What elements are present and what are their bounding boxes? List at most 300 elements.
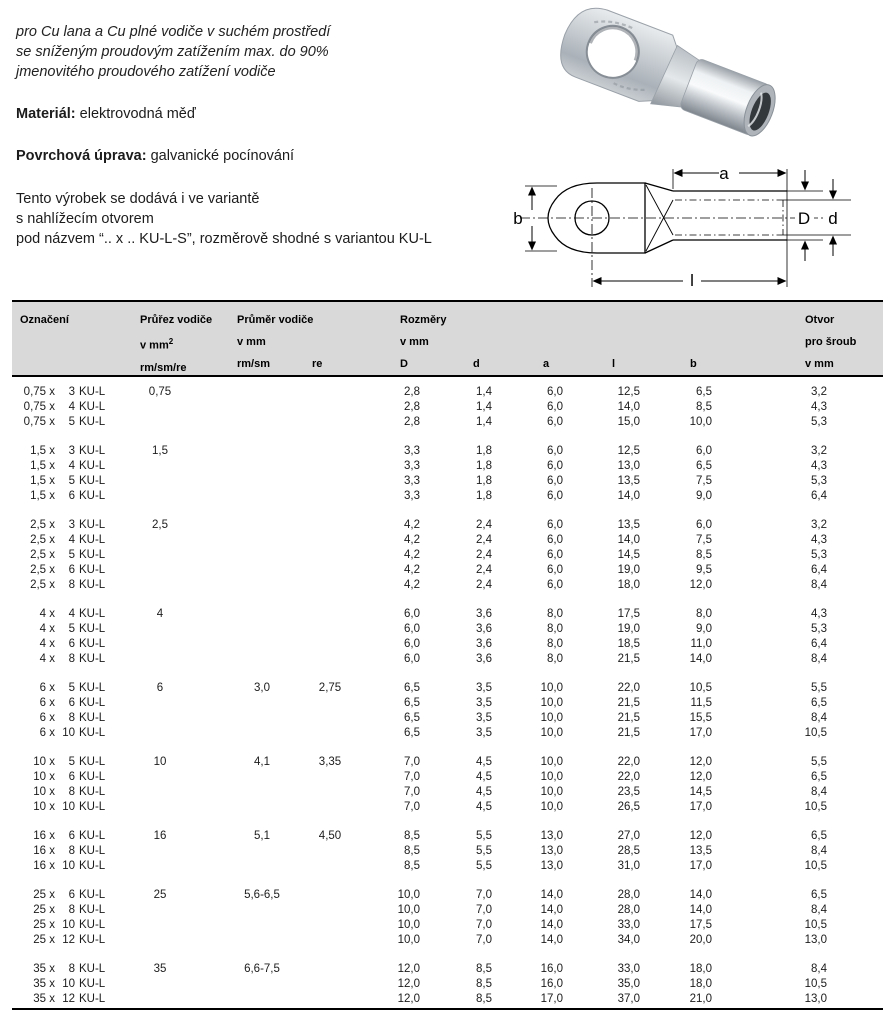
cell-d: 8,5	[476, 963, 492, 975]
table-row	[12, 489, 883, 504]
variant-line: pod názvem “.. x .. KU-L-S”, rozměrově shodné s variantou KU-L	[16, 231, 432, 247]
cell-diameter_re: 2,75	[318, 682, 342, 694]
cell-a: 16,0	[540, 963, 563, 975]
cell-a: 6,0	[547, 519, 563, 531]
cell-l: 27,0	[617, 830, 640, 842]
designation-pre: 16 x	[33, 830, 55, 842]
cell-l: 22,0	[617, 756, 640, 768]
designation-pre: 16 x	[33, 845, 55, 857]
designation-kul: KU-L	[79, 712, 106, 724]
designation-num: 5	[68, 623, 75, 635]
cell-designation	[12, 696, 110, 711]
cell-D: 6,0	[404, 638, 420, 650]
cell-d: 4,5	[476, 771, 492, 783]
cell-designation	[12, 903, 110, 918]
cell-l: 21,5	[617, 727, 640, 739]
dimension-diagram	[505, 160, 895, 298]
designation-kul: KU-L	[79, 445, 106, 457]
cell-screw_hole_mm: 10,5	[804, 727, 827, 739]
cell-D: 10,0	[397, 904, 420, 916]
cell-d: 4,5	[476, 786, 492, 798]
cell-screw_hole_mm: 6,4	[811, 638, 827, 650]
cell-d: 7,0	[476, 919, 492, 931]
cell-D: 4,2	[404, 519, 420, 531]
designation-num: 5	[68, 475, 75, 487]
cell-d: 4,5	[476, 801, 492, 813]
cell-b: 17,0	[689, 860, 712, 872]
cell-designation	[12, 533, 110, 548]
table-row	[12, 622, 883, 637]
cell-a: 10,0	[540, 801, 563, 813]
cell-b: 18,0	[689, 978, 712, 990]
cell-a: 6,0	[547, 564, 563, 576]
cell-d: 8,5	[476, 993, 492, 1005]
material-line	[16, 106, 196, 122]
cell-designation	[12, 637, 110, 652]
designation-kul: KU-L	[79, 490, 106, 502]
designation-num: 3	[68, 386, 75, 398]
cell-diameter_re: 4,50	[318, 830, 342, 842]
designation-pre: 6 x	[39, 697, 55, 709]
cell-b: 6,5	[696, 386, 712, 398]
cell-diameter_rm_sm: 4,1	[254, 756, 270, 768]
variant-line: s nahlížecím otvorem	[16, 211, 154, 227]
col-header-screw-hole: Otvor pro šroub v mm	[805, 314, 857, 370]
cell-screw_hole_mm: 13,0	[804, 993, 827, 1005]
cell-l: 34,0	[617, 934, 640, 946]
cell-b: 6,0	[696, 519, 712, 531]
designation-num: 6	[68, 638, 75, 650]
table-row	[12, 681, 883, 696]
col-header-diameter: Průměr vodiče v mm rm/sm	[237, 314, 314, 370]
cell-l: 13,5	[617, 519, 640, 531]
designation-kul: KU-L	[79, 978, 106, 990]
cell-a: 13,0	[540, 860, 563, 872]
cell-b: 6,0	[696, 445, 712, 457]
table-group	[12, 962, 883, 1007]
cell-b: 11,0	[690, 638, 712, 650]
cell-designation	[12, 785, 110, 800]
table-row	[12, 711, 883, 726]
designation-num: 8	[68, 904, 75, 916]
cell-b: 13,5	[689, 845, 712, 857]
designation-pre: 10 x	[33, 786, 55, 798]
designation-kul: KU-L	[79, 401, 106, 413]
table-row	[12, 444, 883, 459]
cell-cross_section_mm2: 1,5	[152, 445, 168, 457]
cell-b: 8,5	[696, 401, 712, 413]
designation-num: 4	[68, 401, 75, 413]
cell-d: 2,4	[476, 549, 492, 561]
cell-D: 2,8	[404, 386, 420, 398]
cell-designation	[12, 755, 110, 770]
table-bottom-rule	[12, 1008, 883, 1010]
cell-a: 6,0	[547, 401, 563, 413]
cell-l: 14,0	[617, 490, 640, 502]
table-row	[12, 844, 883, 859]
designation-kul: KU-L	[79, 801, 106, 813]
cell-screw_hole_mm: 6,5	[811, 697, 827, 709]
table-row	[12, 563, 883, 578]
cell-a: 6,0	[547, 534, 563, 546]
designation-num: 6	[68, 889, 75, 901]
cell-D: 12,0	[397, 993, 420, 1005]
cell-l: 13,5	[617, 475, 640, 487]
cell-screw_hole_mm: 6,5	[811, 889, 827, 901]
cell-a: 6,0	[547, 490, 563, 502]
col-header-l: l	[612, 358, 616, 370]
cell-D: 6,0	[404, 653, 420, 665]
designation-pre: 2,5 x	[30, 564, 55, 576]
cell-a: 14,0	[540, 919, 563, 931]
cell-D: 12,0	[397, 963, 420, 975]
designation-num: 8	[68, 712, 75, 724]
designation-num: 6	[68, 771, 75, 783]
cell-D: 10,0	[397, 934, 420, 946]
cell-a: 14,0	[540, 934, 563, 946]
table-row	[12, 652, 883, 667]
designation-num: 10	[62, 860, 75, 872]
cell-b: 9,0	[696, 623, 712, 635]
cell-l: 14,0	[617, 401, 640, 413]
cell-diameter_rm_sm: 3,0	[254, 682, 270, 694]
cell-d: 3,6	[476, 653, 492, 665]
cell-b: 21,0	[689, 993, 712, 1005]
designation-num: 3	[68, 519, 75, 531]
cell-screw_hole_mm: 10,5	[804, 801, 827, 813]
cell-d: 3,6	[476, 608, 492, 620]
cell-D: 6,0	[404, 623, 420, 635]
table-header	[12, 302, 883, 375]
designation-pre: 6 x	[39, 682, 55, 694]
cell-designation	[12, 444, 110, 459]
cell-l: 28,0	[617, 904, 640, 916]
designation-pre: 4 x	[39, 638, 55, 650]
cell-D: 4,2	[404, 549, 420, 561]
diagram-label-a: a	[719, 164, 729, 183]
designation-pre: 4 x	[39, 653, 55, 665]
cell-a: 14,0	[540, 904, 563, 916]
table-group	[12, 888, 883, 948]
cell-designation	[12, 459, 110, 474]
cell-designation	[12, 918, 110, 933]
designation-kul: KU-L	[79, 697, 106, 709]
material-label: Materiál:	[16, 106, 76, 122]
cell-b: 17,0	[689, 727, 712, 739]
cell-cross_section_mm2: 25	[153, 889, 167, 901]
designation-pre: 1,5 x	[30, 445, 55, 457]
cell-b: 8,5	[696, 549, 712, 561]
designation-num: 8	[68, 845, 75, 857]
cell-screw_hole_mm: 8,4	[811, 786, 827, 798]
cell-screw_hole_mm: 10,5	[804, 919, 827, 931]
cell-cross_section_mm2: 35	[153, 963, 167, 975]
cell-D: 8,5	[404, 860, 420, 872]
cell-diameter_rm_sm: 6,6-7,5	[244, 963, 280, 975]
cell-b: 9,0	[696, 490, 712, 502]
cell-screw_hole_mm: 6,5	[811, 771, 827, 783]
cell-l: 31,0	[617, 860, 640, 872]
table-group	[12, 755, 883, 815]
cell-b: 14,5	[689, 786, 712, 798]
cell-a: 10,0	[540, 771, 563, 783]
cell-designation	[12, 607, 110, 622]
cell-a: 10,0	[540, 697, 563, 709]
cell-a: 10,0	[540, 756, 563, 768]
cell-screw_hole_mm: 5,3	[811, 549, 827, 561]
table-row	[12, 888, 883, 903]
cell-l: 22,0	[617, 682, 640, 694]
col-header-re: re	[312, 358, 323, 370]
cell-d: 1,4	[476, 416, 492, 428]
designation-kul: KU-L	[79, 845, 106, 857]
designation-kul: KU-L	[79, 904, 106, 916]
designation-num: 4	[68, 460, 75, 472]
cell-D: 4,2	[404, 564, 420, 576]
cell-D: 10,0	[397, 919, 420, 931]
designation-pre: 25 x	[33, 904, 55, 916]
cell-l: 21,5	[617, 653, 640, 665]
cell-screw_hole_mm: 3,2	[811, 519, 827, 531]
cell-l: 18,0	[617, 579, 640, 591]
designation-kul: KU-L	[79, 623, 106, 635]
cell-D: 3,3	[404, 460, 420, 472]
cell-d: 2,4	[476, 519, 492, 531]
cell-D: 6,5	[404, 682, 420, 694]
cell-designation	[12, 844, 110, 859]
cell-l: 15,0	[617, 416, 640, 428]
cell-D: 2,8	[404, 401, 420, 413]
cell-designation	[12, 977, 110, 992]
cell-diameter_rm_sm: 5,1	[254, 830, 270, 842]
cell-D: 10,0	[397, 889, 420, 901]
cell-D: 4,2	[404, 534, 420, 546]
table-row	[12, 755, 883, 770]
cell-D: 7,0	[404, 801, 420, 813]
table-row	[12, 962, 883, 977]
cell-d: 5,5	[476, 830, 492, 842]
cell-d: 3,6	[476, 623, 492, 635]
table-row	[12, 726, 883, 741]
designation-pre: 35 x	[33, 993, 55, 1005]
col-header-a: a	[543, 358, 550, 370]
surface-line	[16, 148, 294, 164]
cell-a: 8,0	[547, 623, 563, 635]
table-row	[12, 977, 883, 992]
table-row	[12, 607, 883, 622]
cell-D: 3,3	[404, 490, 420, 502]
cell-designation	[12, 962, 110, 977]
designation-pre: 0,75 x	[23, 416, 55, 428]
surface-value: galvanické pocínování	[146, 148, 295, 164]
cell-d: 3,5	[476, 712, 492, 724]
cell-D: 7,0	[404, 771, 420, 783]
cell-screw_hole_mm: 5,5	[811, 756, 827, 768]
cell-designation	[12, 933, 110, 948]
designation-num: 3	[68, 445, 75, 457]
cell-screw_hole_mm: 6,5	[811, 830, 827, 842]
designation-num: 8	[68, 963, 75, 975]
designation-kul: KU-L	[79, 653, 106, 665]
cell-cross_section_mm2: 2,5	[152, 519, 168, 531]
designation-pre: 25 x	[33, 919, 55, 931]
cell-screw_hole_mm: 5,3	[811, 416, 827, 428]
table-group	[12, 681, 883, 741]
cell-screw_hole_mm: 8,4	[811, 712, 827, 724]
designation-num: 5	[68, 756, 75, 768]
cell-b: 8,0	[696, 608, 712, 620]
cell-D: 2,8	[404, 416, 420, 428]
table-body	[12, 377, 883, 1007]
cell-d: 1,8	[476, 460, 492, 472]
cell-l: 19,0	[617, 564, 640, 576]
designation-kul: KU-L	[79, 756, 106, 768]
table-row	[12, 933, 883, 948]
cell-screw_hole_mm: 8,4	[811, 845, 827, 857]
cell-a: 6,0	[547, 460, 563, 472]
table-row	[12, 918, 883, 933]
cell-l: 23,5	[617, 786, 640, 798]
designation-num: 10	[62, 801, 75, 813]
cell-a: 13,0	[540, 830, 563, 842]
cell-D: 12,0	[397, 978, 420, 990]
cell-screw_hole_mm: 8,4	[811, 904, 827, 916]
cell-designation	[12, 726, 110, 741]
cell-l: 35,0	[617, 978, 640, 990]
cell-designation	[12, 770, 110, 785]
cell-d: 1,8	[476, 490, 492, 502]
cell-a: 10,0	[540, 712, 563, 724]
cell-d: 7,0	[476, 889, 492, 901]
diagram-label-D: D	[797, 209, 811, 228]
designation-num: 4	[68, 608, 75, 620]
cell-l: 33,0	[617, 919, 640, 931]
cell-b: 12,0	[689, 830, 712, 842]
cell-designation	[12, 711, 110, 726]
designation-kul: KU-L	[79, 564, 106, 576]
cell-l: 12,5	[617, 445, 640, 457]
cell-d: 3,5	[476, 697, 492, 709]
cell-l: 28,5	[617, 845, 640, 857]
cell-screw_hole_mm: 4,3	[811, 401, 827, 413]
cell-designation	[12, 415, 110, 430]
cell-b: 6,5	[696, 460, 712, 472]
cell-d: 3,5	[476, 682, 492, 694]
designation-pre: 10 x	[33, 771, 55, 783]
cell-screw_hole_mm: 10,5	[804, 860, 827, 872]
cell-d: 7,0	[476, 904, 492, 916]
cell-designation	[12, 474, 110, 489]
variant-note	[16, 189, 432, 249]
cell-screw_hole_mm: 13,0	[804, 934, 827, 946]
designation-num: 8	[68, 786, 75, 798]
cell-D: 6,5	[404, 697, 420, 709]
cell-screw_hole_mm: 3,2	[811, 445, 827, 457]
cell-screw_hole_mm: 4,3	[811, 608, 827, 620]
table-row	[12, 578, 883, 593]
cell-screw_hole_mm: 5,5	[811, 682, 827, 694]
cell-a: 17,0	[540, 993, 563, 1005]
designation-pre: 2,5 x	[30, 579, 55, 591]
designation-pre: 0,75 x	[23, 386, 55, 398]
cell-b: 10,0	[689, 416, 712, 428]
cell-designation	[12, 385, 110, 400]
designation-num: 4	[68, 534, 75, 546]
cell-a: 6,0	[547, 475, 563, 487]
cell-D: 7,0	[404, 756, 420, 768]
designation-kul: KU-L	[79, 993, 106, 1005]
designation-pre: 6 x	[39, 727, 55, 739]
table-row	[12, 903, 883, 918]
table-row	[12, 770, 883, 785]
designation-pre: 25 x	[33, 889, 55, 901]
designation-num: 6	[68, 564, 75, 576]
designation-kul: KU-L	[79, 608, 106, 620]
cell-a: 13,0	[540, 845, 563, 857]
designation-kul: KU-L	[79, 860, 106, 872]
table-row	[12, 533, 883, 548]
designation-kul: KU-L	[79, 579, 106, 591]
table-group	[12, 518, 883, 593]
cell-b: 14,0	[689, 653, 712, 665]
col-header-designation: Označení	[20, 314, 69, 326]
cell-D: 8,5	[404, 830, 420, 842]
cell-a: 14,0	[540, 889, 563, 901]
cell-b: 20,0	[689, 934, 712, 946]
cell-screw_hole_mm: 3,2	[811, 386, 827, 398]
cell-d: 2,4	[476, 564, 492, 576]
cell-d: 7,0	[476, 934, 492, 946]
cell-D: 6,0	[404, 608, 420, 620]
cell-b: 14,0	[689, 889, 712, 901]
designation-pre: 2,5 x	[30, 549, 55, 561]
designation-kul: KU-L	[79, 963, 106, 975]
cell-b: 18,0	[689, 963, 712, 975]
cell-screw_hole_mm: 4,3	[811, 460, 827, 472]
variant-line: Tento výrobek se dodává i ve variantě	[16, 191, 260, 207]
cell-a: 6,0	[547, 445, 563, 457]
cell-l: 21,5	[617, 712, 640, 724]
cell-designation	[12, 400, 110, 415]
cell-b: 12,0	[689, 756, 712, 768]
cell-l: 28,0	[617, 889, 640, 901]
designation-num: 12	[62, 993, 75, 1005]
cell-cross_section_mm2: 16	[153, 830, 167, 842]
cell-b: 15,5	[689, 712, 712, 724]
diagram-label-d: d	[828, 209, 838, 228]
cell-a: 8,0	[547, 608, 563, 620]
cell-designation	[12, 681, 110, 696]
table-row	[12, 785, 883, 800]
designation-kul: KU-L	[79, 919, 106, 931]
dimension-table	[12, 300, 883, 1017]
designation-kul: KU-L	[79, 638, 106, 650]
cell-diameter_re: 3,35	[318, 756, 342, 768]
designation-num: 5	[68, 682, 75, 694]
designation-kul: KU-L	[79, 519, 106, 531]
cell-l: 26,5	[617, 801, 640, 813]
cell-l: 18,5	[617, 638, 640, 650]
cell-l: 14,0	[617, 534, 640, 546]
designation-pre: 16 x	[33, 860, 55, 872]
designation-kul: KU-L	[79, 534, 106, 546]
table-row	[12, 637, 883, 652]
designation-pre: 35 x	[33, 978, 55, 990]
product-description	[16, 22, 330, 82]
description-line: jmenovitého proudového zatížení vodiče	[16, 64, 276, 80]
designation-num: 6	[68, 697, 75, 709]
cell-d: 2,4	[476, 534, 492, 546]
